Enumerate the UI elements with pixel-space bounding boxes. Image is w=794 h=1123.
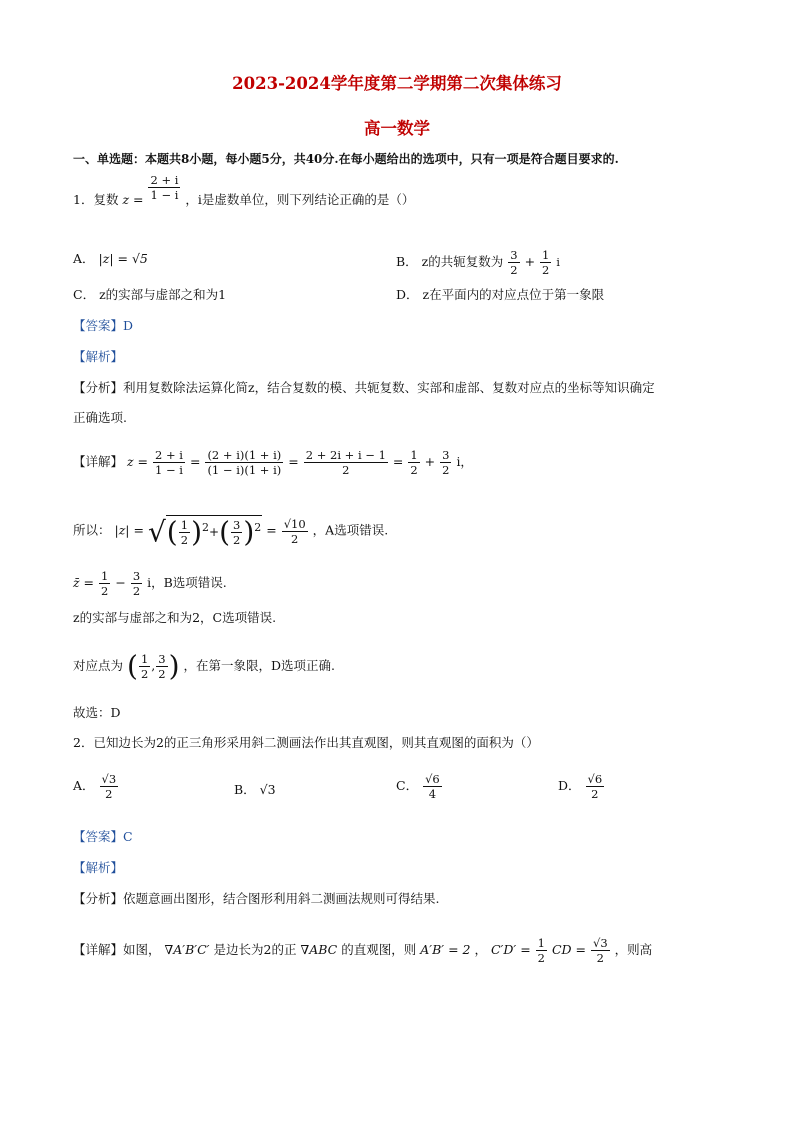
frac-num: 1: [140, 652, 149, 666]
q2-analysis-head: 【解析】: [73, 860, 124, 875]
detail-frac5: [440, 448, 451, 477]
detail-text: 【详解】如图，: [73, 942, 161, 957]
segment-cd-full: CD =: [551, 942, 587, 957]
conj-frac1: [99, 569, 110, 598]
triangle-symbol: ∇A′B′C′: [164, 942, 210, 957]
q1-analysis-head: 【解析】: [73, 349, 124, 364]
equals-sign: =: [266, 522, 277, 538]
frac-num: 1: [101, 569, 109, 583]
frac-den: 2: [537, 951, 545, 965]
frac-num: 2 + 2i + i − 1: [305, 448, 386, 462]
frac-num: 1: [542, 248, 550, 262]
q1-sum-line: z的实部与虚部之和为2，C选项错误.: [73, 610, 277, 625]
q2-answer: 【答案】C: [73, 829, 133, 844]
q1-fenxi-line1: 【分析】利用复数除法运算化简z，结合复数的模、共轭复数、实部和虚部、复数对应点的坐标等知识确定: [73, 380, 655, 395]
q1-option-d-label: D．: [396, 287, 419, 302]
q2-option-a-frac: [100, 772, 119, 801]
mod-frac2: [231, 518, 242, 547]
q1-suffix: ，i是虚数单位，则下列结论正确的是（）: [185, 192, 415, 207]
q2-option-b-label: B．: [234, 782, 256, 797]
frac-den: 2: [342, 463, 350, 477]
section-heading: 一、单选题：本题共8小题，每小题5分，共40分.在每小题给出的选项中，只有一项是符合题目要求的.: [73, 152, 619, 166]
frac-num: √6: [587, 772, 603, 786]
frac-num: √3: [101, 772, 117, 786]
frac-den: 2: [442, 463, 450, 477]
q1-fraction: [148, 173, 180, 202]
frac-num: 3: [510, 248, 518, 262]
frac-num: 1: [410, 448, 418, 462]
q1-option-a-label: A．: [73, 251, 95, 266]
q1-option-c: [73, 286, 226, 304]
q1-option-d: [396, 286, 604, 304]
q1-z: z =: [122, 192, 144, 207]
conj-frac2: [131, 569, 142, 598]
frac-num: 1: [180, 518, 189, 532]
q1-option-b-frac2: [540, 248, 551, 277]
point-label: 对应点为: [73, 658, 124, 673]
frac-den: 2: [510, 263, 518, 277]
plus-sign: +: [209, 525, 220, 539]
q1-answer: 【答案】D: [73, 318, 134, 333]
frac-den: 1 − i: [155, 463, 183, 477]
sqrt-expression: [148, 515, 262, 547]
q2-option-a: [73, 772, 119, 801]
frac-den: 2: [542, 263, 550, 277]
conj-end: i，B选项错误.: [147, 575, 227, 590]
q2-option-c: [396, 772, 443, 801]
frac-den: 2: [140, 667, 149, 681]
q1-frac-den: 1 − i: [150, 188, 179, 202]
q1-option-b: [396, 248, 560, 277]
frac-den: 2: [180, 533, 189, 547]
frac-num: 2 + i: [155, 448, 183, 462]
q1-point-line: [73, 649, 335, 683]
q1-option-c-text: z的实部与虚部之和为1: [99, 287, 227, 302]
q1-option-b-frac1: [508, 248, 519, 277]
point-frac1: [139, 652, 150, 681]
frac-den: 2: [105, 787, 113, 801]
comma: ，: [474, 942, 487, 957]
frac-den: 2: [132, 584, 141, 598]
frac-den: 2: [158, 667, 166, 681]
q2-detail-frac2: [591, 936, 610, 965]
q2-stem: 2．已知边长为2的正三角形采用斜二测画法作出其直观图，则其直观图的面积为（）: [73, 735, 539, 750]
equals-sign: =: [392, 454, 404, 469]
q2-fenxi: 【分析】依题意画出图形，结合图形利用斜二测画法规则可得结果.: [73, 891, 440, 906]
mod-frac1: [179, 518, 190, 547]
imag-unit: i: [556, 256, 560, 269]
detail-frac4: [408, 448, 419, 477]
q2-option-c-frac: [423, 772, 442, 801]
q2-option-b-text: √3: [259, 782, 276, 797]
q1-option-d-text: z在平面内的对应点位于第一象限: [422, 287, 605, 302]
q1-option-b-label: B．: [396, 254, 418, 269]
frac-num: 1: [537, 936, 545, 950]
q1-frac-num: 2 + i: [150, 173, 179, 187]
frac-den: 2: [101, 584, 109, 598]
q2-option-d-label: D．: [558, 778, 581, 793]
sqrt-symbol-icon: √: [147, 515, 166, 549]
frac-den: 2: [233, 533, 241, 547]
frac-num: 3: [132, 569, 141, 583]
point-end: ，在第一象限，D选项正确.: [183, 658, 335, 673]
q1-option-a-text: |z| = √5: [98, 251, 148, 266]
frac-den: (1 − i)(1 + i): [207, 463, 282, 477]
detail-text: 是边长为2的正: [213, 942, 297, 957]
segment-ab: A′B′ = 2: [420, 942, 471, 957]
frac-den: 4: [428, 787, 437, 801]
frac-num: 3: [233, 518, 241, 532]
frac-num: √3: [593, 936, 608, 950]
frac-num: 3: [158, 652, 166, 666]
q1-option-c-label: C．: [73, 287, 96, 302]
mod-frac3: [282, 517, 308, 546]
q1-option-a: [73, 250, 148, 268]
q1-conjugate-line: [73, 569, 227, 598]
frac-den: 2: [591, 787, 599, 801]
equals-sign: =: [288, 454, 299, 469]
q2-option-d-frac: [586, 772, 605, 801]
q2-option-c-label: C．: [396, 778, 419, 793]
document-title: 2023-2024学年度第二学期第二次集体练习: [232, 74, 562, 93]
paren-close: ): [168, 649, 180, 683]
q1-stem: [73, 173, 415, 215]
detail-z: z =: [127, 454, 149, 469]
mod-end: ，A选项错误.: [312, 522, 389, 538]
plus-sign: +: [424, 454, 436, 469]
q1-option-b-text: z的共轭复数为: [421, 254, 504, 269]
detail-end: ，则高: [614, 942, 653, 957]
frac-num: √10: [283, 516, 306, 531]
detail-text: 的直观图，则: [341, 942, 417, 957]
detail-frac3: [304, 448, 388, 477]
suoyi-label: 所以：: [73, 522, 111, 538]
q2-option-d: [558, 772, 605, 801]
q2-option-b: [234, 781, 276, 799]
minus-sign: −: [115, 575, 126, 590]
sqrt-radicand: ( $\frac{1}{2}$ )$^2$+( $\frac{3}{2}$ )$^2$: [166, 515, 262, 549]
detail-label: 【详解】: [73, 454, 124, 469]
detail-frac1: [153, 448, 185, 477]
point-frac2: [156, 652, 167, 681]
q1-choose: 故选：D: [73, 705, 121, 720]
frac-den: 2: [410, 463, 418, 477]
equals-sign: =: [189, 454, 201, 469]
paren-open: (: [127, 649, 138, 683]
q1-fenxi-line2: 正确选项.: [73, 410, 127, 425]
document-subtitle: 高一数学: [364, 119, 430, 138]
modulus-z: |z| =: [114, 522, 144, 538]
comma: ,: [151, 658, 156, 673]
detail-end: i，: [456, 454, 473, 469]
plus-sign: +: [524, 254, 536, 269]
frac-num: 3: [442, 448, 450, 462]
frac-den: 2: [596, 951, 604, 965]
q1-prefix: 1．复数: [73, 192, 119, 207]
q1-detail-equation: [73, 448, 473, 477]
detail-frac2: [205, 448, 283, 477]
frac-num: √6: [425, 772, 440, 786]
conj-z: z̄ =: [73, 575, 95, 590]
segment-cd: C′D′ =: [490, 942, 531, 957]
triangle-symbol: ∇ABC: [300, 942, 338, 957]
frac-den: 2: [291, 531, 299, 546]
q2-detail: [73, 936, 652, 965]
frac-num: (2 + i)(1 + i): [207, 448, 282, 462]
q2-detail-frac1: [536, 936, 547, 965]
q1-modulus-line: [73, 515, 388, 547]
q2-option-a-label: A．: [73, 778, 95, 793]
